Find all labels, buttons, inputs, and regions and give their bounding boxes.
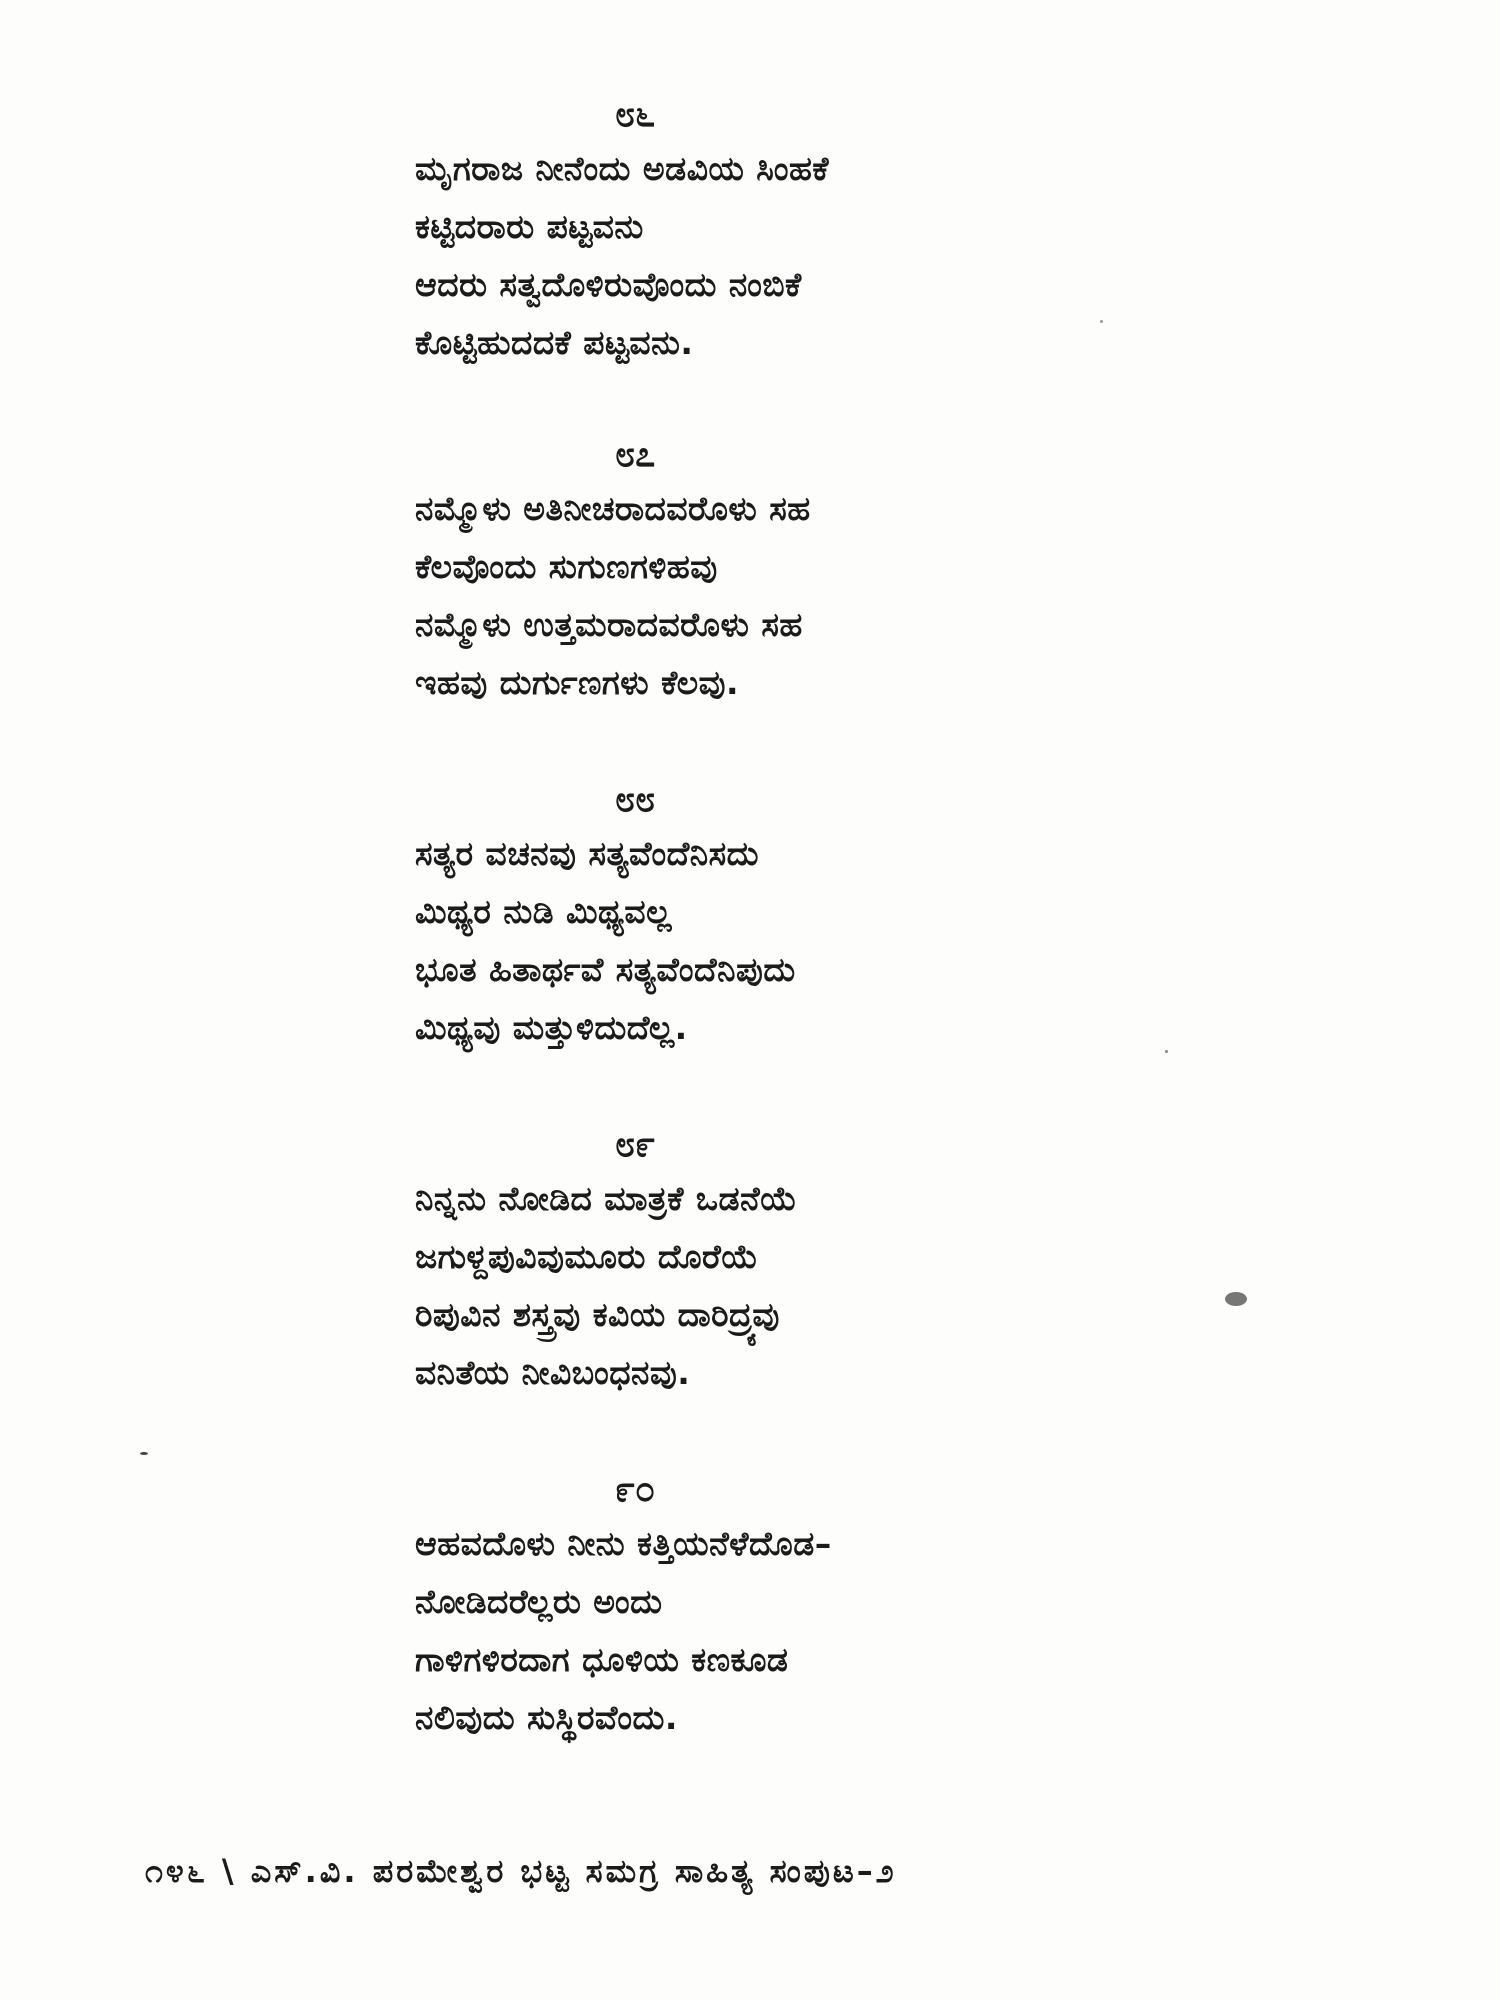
verse-line: ಇಹವು ದುರ್ಗುಣಗಳು ಕೆಲವು. bbox=[415, 663, 740, 702]
verse-number: ೯೦ bbox=[614, 1469, 656, 1510]
verse-line: ನಿನ್ನನು ನೋಡಿದ ಮಾತ್ರಕೆ ಒಡನೆಯೆ bbox=[415, 1179, 798, 1218]
verse-lines bbox=[415, 825, 796, 1057]
verse-line: ರಿಪುವಿನ ಶಸ್ತ್ರವು ಕವಿಯ ದಾರಿದ್ರ್ಯವು bbox=[415, 1295, 780, 1334]
verse-line: ಆಹವದೊಳು ನೀನು ಕತ್ತಿಯನೆಳೆದೊಡ– bbox=[415, 1524, 832, 1563]
verse-lines bbox=[415, 480, 811, 712]
verse-number: ೮೯ bbox=[614, 1124, 656, 1165]
verse-line: ನಲಿವುದು ಸುಸ್ಥಿರವೆಂದು. bbox=[415, 1698, 678, 1737]
verse-line: ಗಾಳಿಗಳಿರದಾಗ ಧೂಳಿಯ ಕಣಕೂಡ bbox=[415, 1640, 789, 1679]
verse-line: ಮಿಥ್ಯವು ಮತ್ತುಳಿದುದೆಲ್ಲ. bbox=[415, 1008, 688, 1047]
verse-number: ೮೮ bbox=[614, 779, 656, 820]
verse-line: ಕೊಟ್ಟಿಹುದದಕೆ ಪಟ್ಟವನು. bbox=[415, 323, 694, 362]
verse-line: ವನಿತೆಯ ನೀವಿಬಂಧನವು. bbox=[415, 1353, 691, 1392]
verse-line: ಕಟ್ಟಿದರಾರು ಪಟ್ಟವನು bbox=[415, 207, 644, 246]
verse-line: ನೋಡಿದರೆಲ್ಲರು ಅಂದು bbox=[415, 1582, 663, 1621]
verse-lines bbox=[415, 140, 829, 372]
verse-lines bbox=[415, 1170, 797, 1402]
verse-line: ಜಗುಳ್ದಪುವಿವುಮೂರು ದೊರೆಯೆ bbox=[415, 1237, 759, 1276]
verse-line: ಮಿಥ್ಯರ ನುಡಿ ಮಿಥ್ಯವಲ್ಲ bbox=[415, 892, 672, 931]
verse-line: ನಮ್ಮೊಳು ಉತ್ತಮರಾದವರೊಳು ಸಹ bbox=[415, 605, 803, 644]
verse-line: ಕೆಲವೊಂದು ಸುಗುಣಗಳಿಹವು bbox=[415, 547, 718, 586]
verse-line: ಆದರು ಸತ್ವದೊಳಿರುವೊಂದು ನಂಬಿಕೆ bbox=[415, 265, 802, 304]
verse-line: ಮೃಗರಾಜ ನೀನೆಂದು ಅಡವಿಯ ಸಿಂಹಕೆ bbox=[415, 149, 829, 188]
verse-number: ೮೭ bbox=[614, 434, 656, 475]
verse-line: ನಮ್ಮೊಳು ಅತಿನೀಚರಾದವರೊಳು ಸಹ bbox=[415, 489, 811, 528]
verse-number: ೮೬ bbox=[614, 94, 656, 135]
scan-speck bbox=[1225, 1292, 1247, 1306]
page-footer: ೧೪೬ \ ಎಸ್.ವಿ. ಪರಮೇಶ್ವರ ಭಟ್ಟ ಸಮಗ್ರ ಸಾಹಿತ್ಯ ಸಂಪುಟ–೨ bbox=[145, 1852, 897, 1890]
scan-speck bbox=[140, 1452, 148, 1455]
scan-speck bbox=[1165, 1050, 1168, 1053]
verse-line: ಭೂತ ಹಿತಾರ್ಥವೆ ಸತ್ಯವೆಂದೆನಿಪುದು bbox=[415, 950, 796, 989]
verse-line: ಸತ್ಯರ ವಚನವು ಸತ್ಯವೆಂದೆನಿಸದು bbox=[415, 834, 759, 873]
scan-speck bbox=[1100, 320, 1103, 323]
verse-lines bbox=[415, 1515, 832, 1747]
